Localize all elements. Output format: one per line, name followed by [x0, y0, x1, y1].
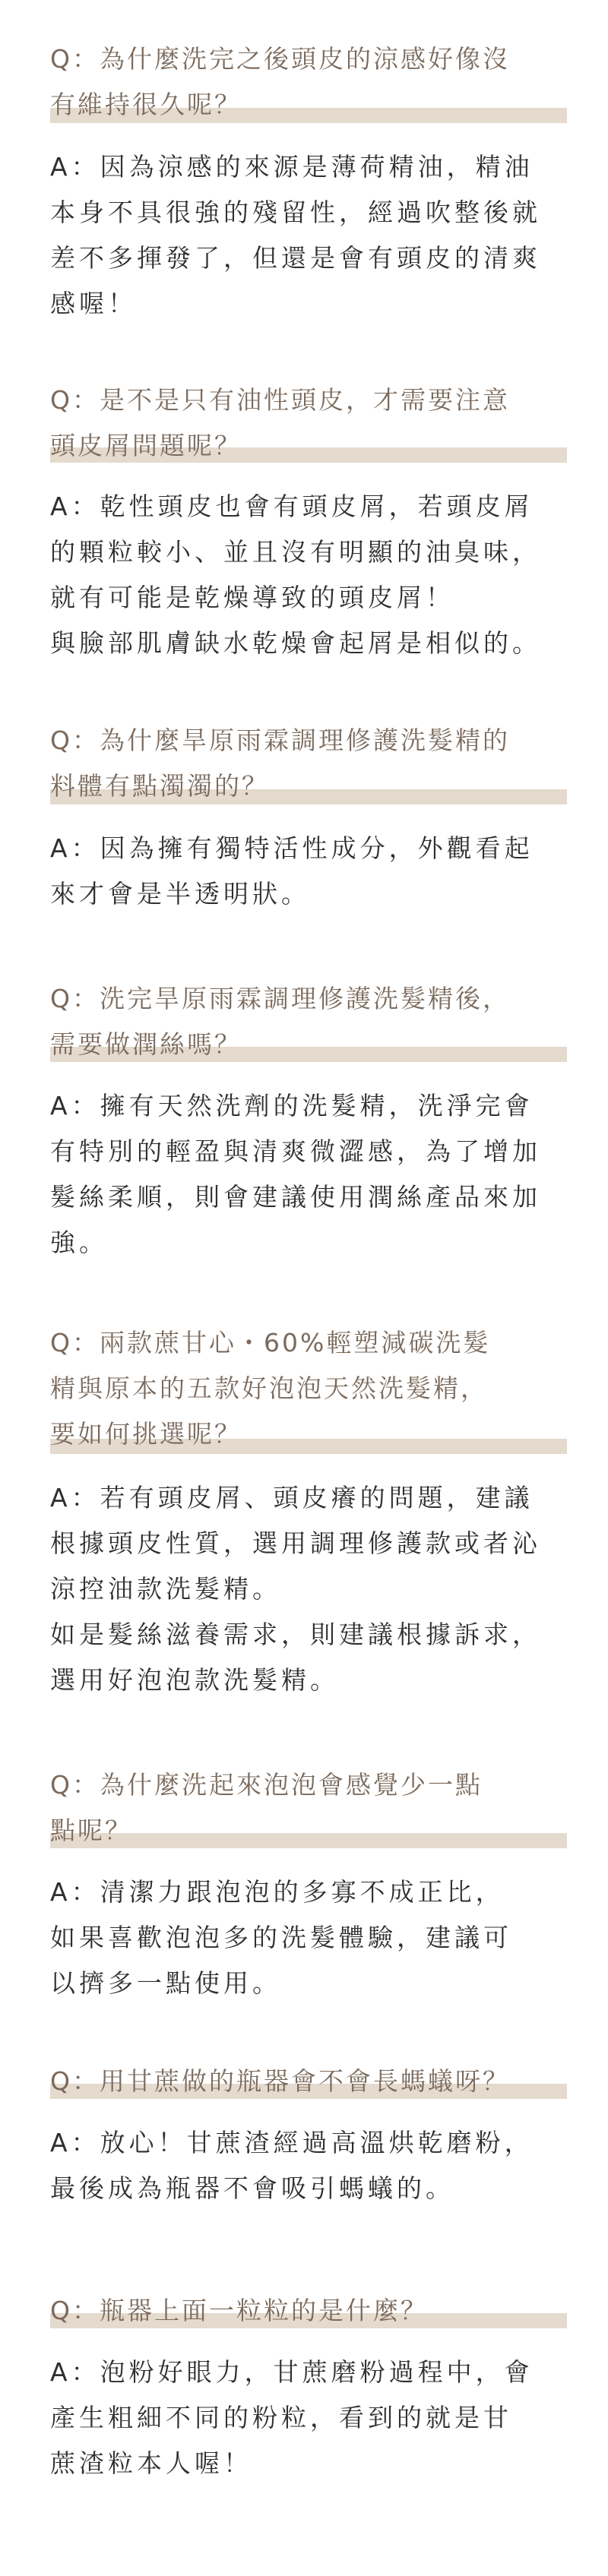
faq-answer-line: A：因為涼感的來源是薄荷精油，精油 — [50, 152, 534, 182]
faq-answer-line: 以擠多一點使用。 — [50, 1968, 281, 1998]
faq-answer-line: 的顆粒較小、並且沒有明顯的油臭味， — [50, 537, 541, 567]
faq-answer-line: 本身不具很強的殘留性，經過吹整後就 — [50, 198, 541, 227]
faq-answer-line: A：泡粉好眼力，甘蔗磨粉過程中，會 — [50, 2357, 534, 2387]
faq-answer — [50, 2350, 582, 2486]
faq-answer-line: 如果喜歡泡泡多的洗髮體驗，建議可 — [50, 1923, 512, 1952]
faq-question-line: Q：洗完旱原雨霖調理修護洗髮精後， — [50, 984, 510, 1013]
faq-answer-line: 有特別的輕盈與清爽微澀感，為了增加 — [50, 1136, 541, 1166]
faq-question — [50, 976, 582, 1067]
faq-answer-line: A：若有頭皮屑、頭皮癢的問題，建議 — [50, 1483, 534, 1512]
faq-answer-line: 產生粗細不同的粉粒，看到的就是甘 — [50, 2403, 512, 2432]
faq-answer-line: A：擁有天然洗劑的洗髮精，洗淨完會 — [50, 1091, 534, 1120]
faq-question-line: 頭皮屑問題呢？ — [50, 431, 242, 460]
faq-answer-line: 感喔！ — [50, 289, 137, 318]
faq-question-line: Q：兩款蔗甘心・60%輕塑減碳洗髮 — [50, 1328, 491, 1358]
faq-question-line: Q：用甘蔗做的瓶器會不會長螞蟻呀？ — [50, 2066, 510, 2096]
faq-question-line: Q：為什麼旱原雨霖調理修護洗髮精的 — [50, 725, 510, 755]
faq-question-line: Q：為什麼洗起來泡泡會感覺少一點 — [50, 1770, 483, 1800]
faq-answer-line: 就有可能是乾燥導致的頭皮屑！ — [50, 583, 454, 612]
faq-question-line: Q：瓶器上面一粒粒的是什麼？ — [50, 2296, 428, 2325]
faq-answer-line: A：乾性頭皮也會有頭皮屑，若頭皮屑 — [50, 491, 534, 521]
faq-answer-line: 如是髮絲滋養需求，則建議根據訴求， — [50, 1620, 541, 1649]
faq-answer-line: 來才會是半透明狀。 — [50, 879, 310, 909]
faq-answer-line: 根據頭皮性質，選用調理修護款或者沁 — [50, 1528, 541, 1558]
faq-answer-line: 髮絲柔順，則會建議使用潤絲產品來加 — [50, 1182, 541, 1212]
faq-answer — [50, 1870, 582, 2006]
faq-answer — [50, 2120, 582, 2211]
faq-answer-line: 與臉部肌膚缺水乾燥會起屑是相似的。 — [50, 628, 541, 658]
faq-question-line: 精與原本的五款好泡泡天然洗髮精， — [50, 1373, 488, 1403]
faq-answer — [50, 144, 582, 327]
faq-answer-line: A：清潔力跟泡泡的多寡不成正比， — [50, 1877, 505, 1907]
faq-question-line: 點呢？ — [50, 1816, 132, 1845]
faq-answer-line: 最後成為瓶器不會吸引螞蟻的。 — [50, 2173, 454, 2203]
faq-question — [50, 718, 582, 809]
faq-answer-line: A：因為擁有獨特活性成分，外觀看起 — [50, 833, 534, 863]
faq-question — [50, 36, 582, 128]
faq-question — [50, 2059, 582, 2104]
faq-question-line: 要如何挑選呢？ — [50, 1419, 242, 1449]
faq-answer-line: 涼控油款洗髮精。 — [50, 1574, 281, 1604]
faq-question-line: 需要做潤絲嗎？ — [50, 1029, 242, 1059]
faq-question-line: 有維持很久呢？ — [50, 90, 242, 119]
faq-question — [50, 378, 582, 469]
faq-answer-line: 差不多揮發了，但還是會有頭皮的清爽 — [50, 243, 541, 273]
faq-answer — [50, 1475, 582, 1703]
faq-question — [50, 1320, 582, 1457]
faq-answer-line: 蔗渣粒本人喔！ — [50, 2448, 252, 2478]
faq-answer — [50, 826, 582, 917]
faq-answer-line: 強。 — [50, 1228, 108, 1257]
faq-answer — [50, 1083, 582, 1266]
faq-answer-line: 選用好泡泡款洗髮精。 — [50, 1665, 339, 1695]
faq-question-line: 料體有點濁濁的？ — [50, 771, 269, 801]
faq-answer — [50, 484, 582, 666]
faq-answer-line: A：放心！甘蔗渣經過高溫烘乾磨粉， — [50, 2128, 534, 2157]
faq-question-line: Q：是不是只有油性頭皮，才需要注意 — [50, 385, 510, 415]
faq-question — [50, 2288, 582, 2334]
faq-question — [50, 1762, 582, 1854]
faq-question-line: Q：為什麼洗完之後頭皮的涼感好像沒 — [50, 44, 510, 74]
